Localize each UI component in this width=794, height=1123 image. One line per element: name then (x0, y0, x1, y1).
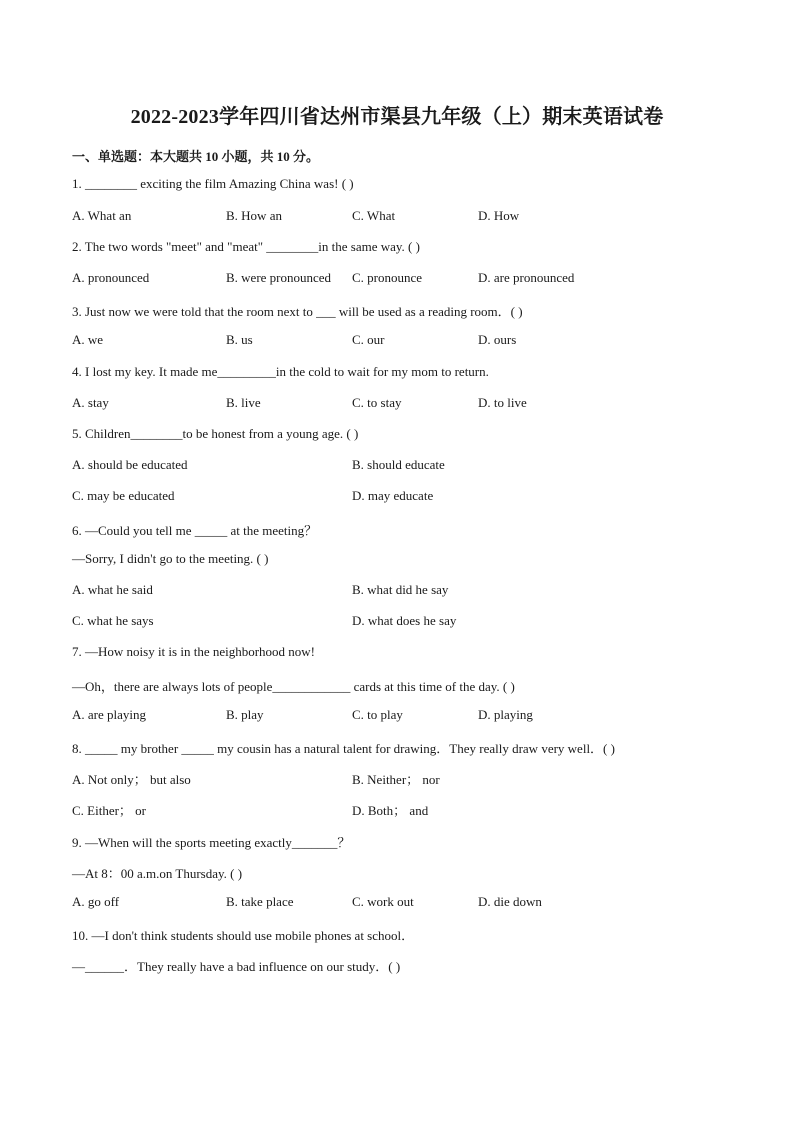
question-9-reply: —At 8：00 a.m.on Thursday. ( ) (72, 866, 243, 881)
question-7-option-a: A. are playing (72, 707, 147, 722)
question-6-option-b: B. what did he say (352, 582, 449, 597)
section-heading: 一、单选题：本大题共 10 小题，共 10 分。 (72, 149, 320, 164)
question-6-stem: 6. —Could you tell me _____ at the meeting？ (72, 523, 318, 538)
question-10-reply: —______．They really have a bad influence on our study．( ) (72, 959, 401, 974)
exam-title: 2022-2023学年四川省达州市渠县九年级（上）期末英语试卷 (130, 106, 664, 128)
question-6-option-a: A. what he said (72, 582, 153, 597)
question-1-stem: 1. ________ exciting the film Amazing China was! ( ) (72, 176, 354, 191)
question-4-option-d: D. to live (478, 395, 527, 410)
question-9-option-c: C. work out (352, 894, 414, 909)
question-3-option-b: B. us (226, 332, 253, 347)
question-7-option-c: C. to play (352, 707, 403, 722)
question-8-stem: 8. _____ my brother _____ my cousin has a natural talent for drawing．They really draw very well．( ) (72, 741, 615, 756)
question-1-option-c: C. What (352, 208, 396, 223)
question-5-option-d: D. may educate (352, 488, 434, 503)
question-7-reply: —Oh，there are always lots of people____________ cards at this time of the day. ( ) (72, 679, 515, 694)
question-3-stem: 3. Just now we were told that the room next to ___ will be used as a reading room．( ) (72, 304, 523, 319)
question-3-option-c: C. our (352, 332, 385, 347)
question-7-option-b: B. play (226, 707, 264, 722)
question-6-option-d: D. what does he say (352, 613, 457, 628)
question-8-option-d: D. Both； and (352, 803, 429, 818)
question-5-option-a: A. should be educated (72, 457, 188, 472)
question-1-option-d: D. How (478, 208, 520, 223)
question-6-option-c: C. what he says (72, 613, 154, 628)
question-10-stem: 10. —I don't think students should use mobile phones at school． (72, 928, 415, 943)
question-2-option-b: B. were pronounced (226, 270, 332, 285)
question-4-option-b: B. live (226, 395, 261, 410)
question-7-option-d: D. playing (478, 707, 533, 722)
question-4-option-c: C. to stay (352, 395, 402, 410)
question-9-option-a: A. go off (72, 894, 120, 909)
question-3-option-a: A. we (72, 332, 104, 347)
question-2-option-c: C. pronounce (352, 270, 423, 285)
question-1-option-b: B. How an (226, 208, 282, 223)
question-4-stem: 4. I lost my key. It made me_________in the cold to wait for my mom to return. (72, 364, 489, 379)
question-5-option-b: B. should educate (352, 457, 445, 472)
question-3-option-d: D. ours (478, 332, 517, 347)
question-5-option-c: C. may be educated (72, 488, 175, 503)
question-8-option-a: A. Not only； but also (72, 772, 191, 787)
question-5-stem: 5. Children________to be honest from a young age. ( ) (72, 426, 359, 441)
question-2-option-d: D. are pronounced (478, 270, 575, 285)
question-4-option-a: A. stay (72, 395, 109, 410)
question-9-stem: 9. —When will the sports meeting exactly_______？ (72, 835, 351, 850)
question-8-option-b: B. Neither； nor (352, 772, 440, 787)
question-1-option-a: A. What an (72, 208, 132, 223)
question-2-option-a: A. pronounced (72, 270, 150, 285)
question-8-option-c: C. Either； or (72, 803, 147, 818)
question-6-reply: —Sorry, I didn't go to the meeting. ( ) (72, 551, 269, 566)
question-9-option-b: B. take place (226, 894, 294, 909)
question-7-stem: 7. —How noisy it is in the neighborhood now! (72, 644, 316, 659)
question-9-option-d: D. die down (478, 894, 542, 909)
question-2-stem: 2. The two words "meet" and "meat" ________in the same way. ( ) (72, 239, 420, 254)
